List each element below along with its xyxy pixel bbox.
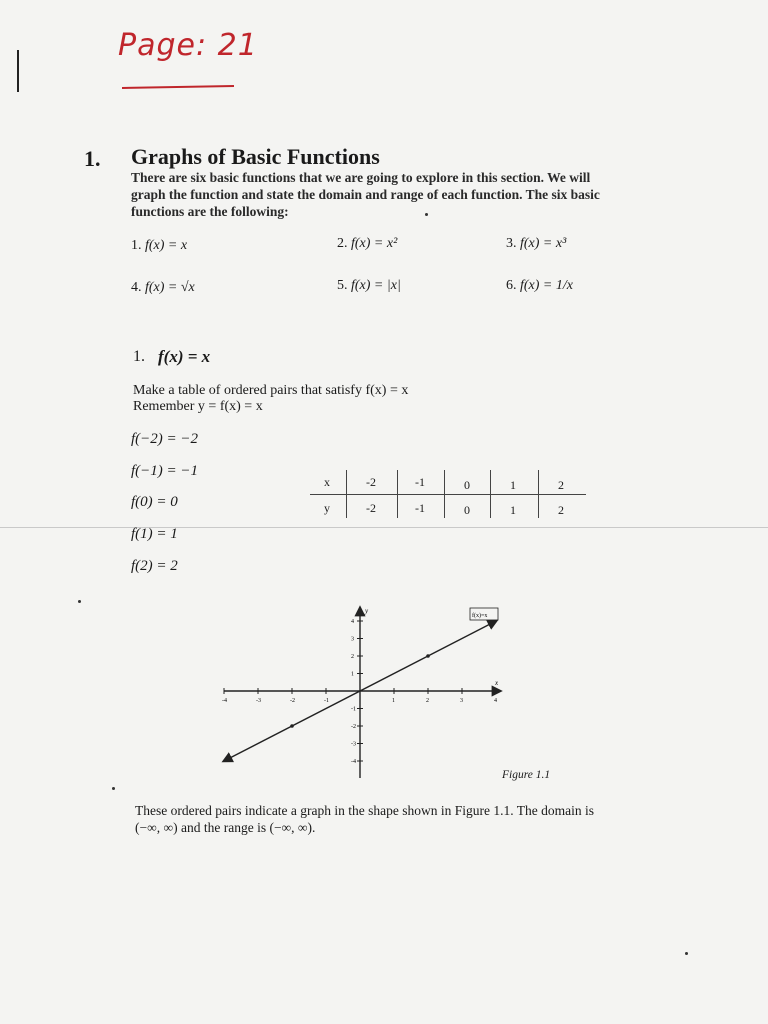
margin-mark bbox=[17, 50, 19, 92]
evaluation-line: f(1) = 1 bbox=[131, 526, 178, 542]
ordered-pairs-table bbox=[310, 470, 586, 518]
table-cell: -1 bbox=[415, 475, 425, 489]
y-tick-label: -4 bbox=[351, 759, 356, 765]
table-cell: 0 bbox=[464, 503, 470, 517]
y-axis-label: y bbox=[365, 607, 369, 615]
x-tick-label: 3 bbox=[460, 698, 463, 704]
evaluation-line: f(0) = 0 bbox=[131, 494, 178, 510]
y-tick-label: -3 bbox=[351, 741, 356, 748]
table-divider bbox=[538, 470, 539, 518]
conclusion-text: These ordered pairs indicate a graph in the shape shown in Figure 1.1. The domain is (−∞, ∞) and the range is (−∞, ∞). bbox=[135, 803, 595, 835]
function-item: 4. f(x) = √x bbox=[131, 280, 195, 295]
data-point bbox=[290, 724, 294, 728]
handwritten-underline bbox=[122, 85, 234, 89]
function-line-start-arrow bbox=[224, 758, 231, 762]
table-cell: 2 bbox=[558, 503, 564, 517]
x-tick-label: 4 bbox=[494, 698, 497, 704]
x-tick-label: -2 bbox=[290, 698, 295, 704]
scan-speck bbox=[112, 787, 115, 790]
section-intro: There are six basic functions that we are going to explore in this section. We will graph the function and state the domain and range of each function. The six basic functions are the following: bbox=[131, 170, 600, 219]
table-cell: -2 bbox=[366, 501, 376, 515]
handwritten-page-note: Page: 21 bbox=[118, 28, 258, 63]
table-row-label: y bbox=[324, 501, 330, 515]
evaluation-line: f(2) = 2 bbox=[131, 558, 178, 574]
subsection-expression: f(x) = x bbox=[158, 347, 211, 366]
x-tick-label: -4 bbox=[222, 698, 227, 704]
x-tick-label: -1 bbox=[324, 698, 329, 704]
table-cell: 1 bbox=[510, 503, 516, 517]
function-item: 1. f(x) = x bbox=[131, 238, 188, 253]
table-divider bbox=[310, 494, 586, 495]
y-tick-label: -1 bbox=[351, 706, 356, 713]
evaluation-line: f(−1) = −1 bbox=[131, 463, 199, 479]
function-item: 5. f(x) = |x| bbox=[337, 278, 401, 293]
table-divider bbox=[397, 470, 398, 518]
x-tick-label: 2 bbox=[426, 698, 429, 704]
table-cell: -2 bbox=[366, 475, 376, 489]
scan-speck bbox=[78, 600, 81, 603]
data-point bbox=[426, 654, 430, 658]
y-tick-label: 2 bbox=[351, 654, 354, 660]
function-item: 6. f(x) = 1/x bbox=[506, 278, 573, 293]
function-item: 3. f(x) = x³ bbox=[506, 236, 567, 251]
y-tick-label: 1 bbox=[351, 671, 354, 678]
figure-caption: Figure 1.1 bbox=[502, 769, 551, 781]
table-cell: 2 bbox=[558, 478, 564, 492]
table-divider bbox=[346, 470, 347, 518]
table-row-label: x bbox=[324, 475, 330, 489]
evaluation-line: f(−2) = −2 bbox=[131, 431, 199, 447]
section-title: Graphs of Basic Functions bbox=[131, 144, 380, 169]
y-tick-label: -2 bbox=[351, 724, 356, 730]
table-cell: 1 bbox=[510, 478, 516, 492]
x-tick-label: -3 bbox=[256, 698, 261, 704]
table-divider bbox=[490, 470, 491, 518]
y-tick-label: 4 bbox=[351, 619, 354, 625]
section-number: 1. bbox=[84, 146, 101, 171]
scan-speck bbox=[685, 952, 688, 955]
legend-label: f(x)=x bbox=[472, 613, 488, 619]
table-cell: -1 bbox=[415, 501, 425, 515]
page-fold-line bbox=[0, 527, 768, 528]
function-item: 2. f(x) = x² bbox=[337, 236, 398, 251]
y-tick-label: 3 bbox=[351, 636, 354, 643]
table-cell: 0 bbox=[464, 478, 470, 492]
x-tick-label: 1 bbox=[392, 698, 395, 704]
instruction-text: Make a table of ordered pairs that satisfy f(x) = x bbox=[133, 383, 409, 398]
function-graph bbox=[220, 600, 520, 785]
scan-speck bbox=[425, 213, 428, 216]
table-divider bbox=[444, 470, 445, 518]
reminder-text: Remember y = f(x) = x bbox=[133, 399, 263, 414]
x-axis-label: x bbox=[495, 679, 499, 687]
subsection-number: 1. bbox=[133, 348, 145, 365]
